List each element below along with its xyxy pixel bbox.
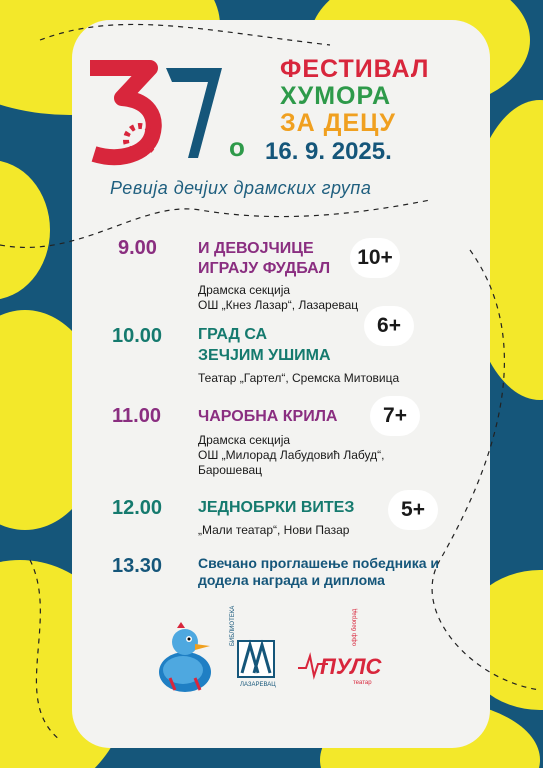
schedule-info-4a: „Мали театар“, Нови Пазар <box>198 523 350 537</box>
schedule-info-1b: ОШ „Кнез Лазар“, Лазаревац <box>198 298 359 312</box>
schedule-info-2a: Театар „Гартел“, Сремска Митовица <box>198 371 400 385</box>
puls-name: ПУЛС <box>320 654 382 679</box>
closing-line2: додела награда и диплома <box>198 572 385 588</box>
library-vertical-text: БИБЛИОТЕКА <box>230 605 236 646</box>
puls-top-text: офф београд <box>352 608 358 646</box>
schedule-title-2a: ГРАД СА <box>198 326 268 343</box>
festival-title-line1: ФЕСТИВАЛ <box>280 55 430 83</box>
library-name: ЛАЗАРЕВАЦ <box>240 682 276 688</box>
festival-title-line3: ЗА ДЕЦУ <box>280 109 396 137</box>
schedule-time-3: 11.00 <box>112 405 161 427</box>
schedule-info-3a: Драмска секција <box>198 433 291 447</box>
age-badge-2: 6+ <box>364 306 414 346</box>
schedule-info-1a: Драмска секција <box>198 283 291 297</box>
schedule-title-3a: ЧАРОБНА КРИЛА <box>198 408 338 425</box>
schedule-title-1a: И ДЕВОЈЧИЦЕ <box>198 240 314 257</box>
puls-bottom-text: театар <box>353 680 372 686</box>
closing-line1: Свечано проглашење победника и <box>198 555 440 571</box>
schedule-title-4a: ЈЕДНОБРКИ ВИТЕЗ <box>198 499 355 516</box>
schedule-title-1b: ИГРАЈУ ФУДБАЛ <box>198 260 331 277</box>
festival-number-graphic <box>80 50 230 170</box>
duck-logo <box>155 620 215 695</box>
schedule-info-3b: ОШ „Милорад Лабудовић Лабуд“, <box>198 448 385 462</box>
festival-title-line2: ХУМОРА <box>280 82 392 110</box>
schedule-time-4: 12.00 <box>112 497 163 519</box>
festival-date: 16. 9. 2025. <box>265 138 392 165</box>
age-badge-1: 10+ <box>350 238 400 278</box>
schedule-time-2: 10.00 <box>112 325 163 347</box>
festival-number-suffix: о <box>229 132 245 162</box>
festival-subtitle: Ревија дечјих драмских група <box>110 178 372 198</box>
schedule-title-2b: ЗЕЧЈИМ УШИМА <box>198 347 331 364</box>
schedule-time-1: 9.00 <box>118 237 157 259</box>
schedule-info-3c: Барошевац <box>198 463 262 477</box>
age-badge-3: 7+ <box>370 396 420 436</box>
age-badge-4: 5+ <box>388 490 438 530</box>
closing-time: 13.30 <box>112 555 163 577</box>
